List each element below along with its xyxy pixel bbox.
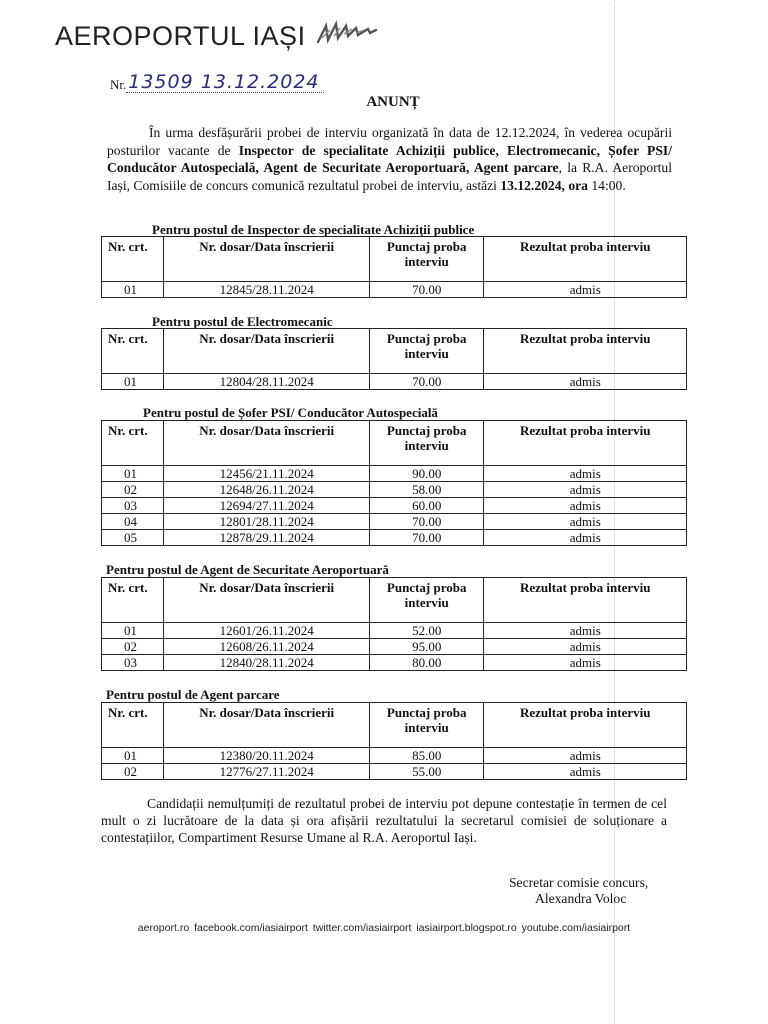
closing-text: Candidații nemulțumiți de rezultatul probei de interviu pot depune contestație în termen de cel mult o zi lucrătoare de la data și ora afișării rezultatului la secretarul comisiei de soluționare a contestațiilor, Compartiment Resurse Umane al R.A. Aeroportul Iași. — [101, 796, 667, 845]
cell-punctaj: 58.00 — [369, 482, 484, 498]
registration-number — [110, 72, 324, 93]
intro-text-1: În urma desfășurării probei de interviu organizată în data de 12.12.2024, în vederea ocupării posturilor vacante de — [107, 125, 672, 158]
table-row — [102, 530, 687, 546]
header-nr: Nr. crt. — [102, 329, 164, 374]
cell-rezultat: admis — [484, 374, 687, 390]
header-punctaj: Punctaj proba interviu — [369, 703, 484, 748]
intro-text-2: , la R.A. Aeroportul Iași, Comisiile de concurs comunică rezultatul probei de interviu, astăzi — [107, 160, 673, 193]
signature-name: Alexandra Voloc — [535, 891, 627, 906]
nr-handwritten: 13509 13.12.2024 — [126, 72, 323, 93]
cell-rezultat: admis — [484, 466, 687, 482]
section-title: Pentru postul de Agent de Securitate Aeroportuară — [106, 562, 389, 577]
cell-punctaj: 80.00 — [369, 655, 484, 671]
table-row — [102, 482, 687, 498]
cell-nr: 01 — [102, 623, 164, 639]
cell-rezultat: admis — [484, 530, 687, 546]
cell-dosar: 12801/28.11.2024 — [164, 514, 370, 530]
table-row — [102, 623, 687, 639]
header-punctaj: Punctaj proba interviu — [369, 421, 484, 466]
footer-links: aeroport.ro facebook.com/iasiairport twitter.com/iasiairport iasiairport.blogspot.ro youtube.com/iasiairport — [137, 922, 631, 934]
page-title: ANUNȚ — [366, 94, 420, 110]
section-title: Pentru postul de Agent parcare — [106, 687, 280, 702]
signature-role: Secretar comisie concurs, — [509, 875, 649, 890]
results-table — [101, 702, 687, 780]
cell-dosar: 12601/26.11.2024 — [164, 623, 370, 639]
cell-nr: 01 — [102, 374, 164, 390]
cell-dosar: 12380/20.11.2024 — [164, 748, 370, 764]
results-table — [101, 420, 687, 546]
cell-dosar: 12648/26.11.2024 — [164, 482, 370, 498]
cell-punctaj: 60.00 — [369, 498, 484, 514]
cell-nr: 02 — [102, 764, 164, 780]
cell-rezultat: admis — [484, 748, 687, 764]
cell-punctaj: 55.00 — [369, 764, 484, 780]
table-row — [102, 466, 687, 482]
header-nr: Nr. crt. — [102, 237, 164, 282]
cell-nr: 01 — [102, 466, 164, 482]
table-header-row — [102, 578, 687, 623]
cell-punctaj: 70.00 — [369, 514, 484, 530]
table-row — [102, 764, 687, 780]
cell-punctaj: 90.00 — [369, 466, 484, 482]
results-table — [101, 236, 687, 298]
table-row — [102, 514, 687, 530]
cell-nr: 05 — [102, 530, 164, 546]
results-table — [101, 328, 687, 390]
logo-text: AEROPORTUL IAȘI — [55, 21, 306, 51]
cell-nr: 04 — [102, 514, 164, 530]
cell-dosar: 12845/28.11.2024 — [164, 282, 370, 298]
header-dosar: Nr. dosar/Data înscrierii — [164, 421, 370, 466]
cell-dosar: 12456/21.11.2024 — [164, 466, 370, 482]
logo-mark-icon — [316, 20, 378, 53]
cell-rezultat: admis — [484, 623, 687, 639]
header-rezultat: Rezultat proba interviu — [484, 703, 687, 748]
intro-when: 13.12.2024, ora — [500, 177, 588, 193]
intro-time: 14:00. — [587, 177, 626, 193]
header-nr: Nr. crt. — [102, 421, 164, 466]
cell-nr: 02 — [102, 639, 164, 655]
results-table — [101, 577, 687, 671]
header-punctaj: Punctaj proba interviu — [369, 237, 484, 282]
header-rezultat: Rezultat proba interviu — [484, 237, 687, 282]
header-rezultat: Rezultat proba interviu — [484, 578, 687, 623]
cell-nr: 01 — [102, 282, 164, 298]
table-header-row — [102, 421, 687, 466]
table-header-row — [102, 237, 687, 282]
cell-punctaj: 95.00 — [369, 639, 484, 655]
section-title: Pentru postul de Șofer PSI/ Conducător Autospecială — [143, 405, 438, 420]
section-title: Pentru postul de Inspector de specialitate Achiziții publice — [152, 222, 475, 237]
header-dosar: Nr. dosar/Data înscrierii — [164, 329, 370, 374]
header-nr: Nr. crt. — [102, 703, 164, 748]
cell-dosar: 12878/29.11.2024 — [164, 530, 370, 546]
table-header-row — [102, 703, 687, 748]
airport-logo — [55, 20, 378, 53]
cell-rezultat: admis — [484, 514, 687, 530]
table-row — [102, 374, 687, 390]
cell-dosar: 12608/26.11.2024 — [164, 639, 370, 655]
cell-nr: 03 — [102, 655, 164, 671]
section-title: Pentru postul de Electromecanic — [152, 314, 333, 329]
cell-punctaj: 70.00 — [369, 282, 484, 298]
table-row — [102, 282, 687, 298]
cell-rezultat: admis — [484, 498, 687, 514]
header-punctaj: Punctaj proba interviu — [369, 329, 484, 374]
table-row — [102, 498, 687, 514]
header-dosar: Nr. dosar/Data înscrierii — [164, 237, 370, 282]
cell-dosar: 12776/27.11.2024 — [164, 764, 370, 780]
cell-dosar: 12804/28.11.2024 — [164, 374, 370, 390]
cell-dosar: 12840/28.11.2024 — [164, 655, 370, 671]
intro-paragraph — [107, 124, 672, 194]
table-header-row — [102, 329, 687, 374]
header-rezultat: Rezultat proba interviu — [484, 421, 687, 466]
cell-rezultat: admis — [484, 764, 687, 780]
cell-rezultat: admis — [484, 482, 687, 498]
cell-rezultat: admis — [484, 655, 687, 671]
cell-nr: 01 — [102, 748, 164, 764]
cell-nr: 02 — [102, 482, 164, 498]
table-row — [102, 655, 687, 671]
intro-posts: Inspector de specialitate Achiziții publice, Electromecanic, Șofer PSI/ Conducător Autospecială, Agent de Securitate Aeroportuară, Agent parcare — [107, 142, 672, 175]
cell-punctaj: 70.00 — [369, 374, 484, 390]
cell-rezultat: admis — [484, 639, 687, 655]
nr-label: Nr. — [110, 77, 127, 92]
cell-punctaj: 70.00 — [369, 530, 484, 546]
closing-paragraph — [101, 795, 667, 846]
cell-dosar: 12694/27.11.2024 — [164, 498, 370, 514]
header-dosar: Nr. dosar/Data înscrierii — [164, 703, 370, 748]
cell-nr: 03 — [102, 498, 164, 514]
table-row — [102, 639, 687, 655]
cell-punctaj: 52.00 — [369, 623, 484, 639]
cell-punctaj: 85.00 — [369, 748, 484, 764]
table-row — [102, 748, 687, 764]
header-dosar: Nr. dosar/Data înscrierii — [164, 578, 370, 623]
header-nr: Nr. crt. — [102, 578, 164, 623]
header-rezultat: Rezultat proba interviu — [484, 329, 687, 374]
cell-rezultat: admis — [484, 282, 687, 298]
header-punctaj: Punctaj proba interviu — [369, 578, 484, 623]
